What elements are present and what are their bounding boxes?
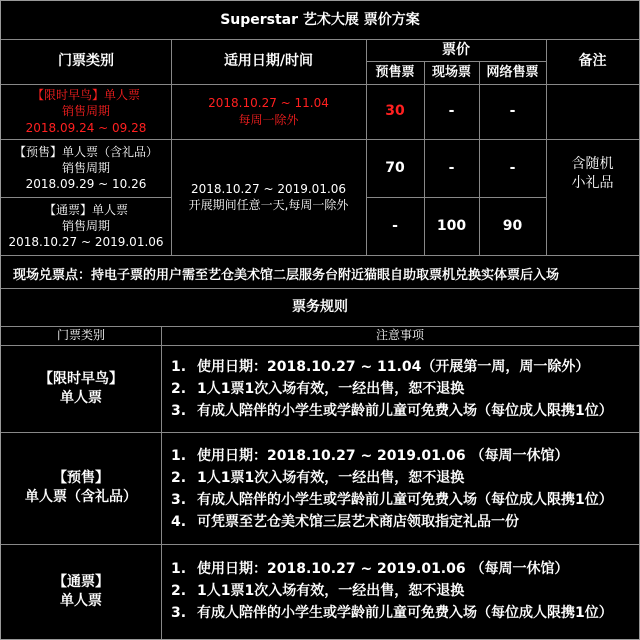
rule-pass-name: [1, 544, 161, 639]
row-presale-type: [1, 139, 171, 197]
header-price: 票价: [442, 41, 470, 58]
remark-line: 小礼品: [571, 175, 614, 191]
date-line: 2018.10.27 ~ 11.04: [208, 96, 329, 111]
date-line: 2018.10.27 ~ 2019.01.06: [190, 181, 347, 196]
rule-presale-name: [1, 432, 161, 544]
price-onsite: -: [448, 103, 455, 120]
rule-name-line: 单人票: [60, 592, 102, 609]
header-onsite: 现场票: [431, 64, 471, 80]
row-early-bird-type: [1, 84, 171, 139]
list-item: 2. 1人1票1次入场有效，一经出售，恕不退换: [171, 470, 465, 486]
header-remarks: 备注: [578, 53, 607, 70]
rules-header-type: 门票类别: [56, 328, 105, 343]
rule-early-bird-notes: [171, 356, 631, 422]
list-item: 3. 有成人陪伴的小学生或学龄前儿童可免费入场（每位成人限携1位）: [171, 605, 613, 621]
list-item: 4. 可凭票至艺仓美术馆三层艺术商店领取指定礼品一份: [171, 514, 519, 530]
price-online: 90: [502, 217, 523, 234]
row-pass-type: [1, 197, 171, 255]
price-onsite: -: [448, 159, 455, 176]
list-item: 2. 1人1票1次入场有效，一经出售，恕不退换: [171, 583, 465, 599]
price-online: -: [509, 103, 516, 120]
rule-presale-notes: [171, 445, 631, 533]
list-item: 3. 有成人陪伴的小学生或学龄前儿童可免费入场（每位成人限携1位）: [171, 492, 613, 508]
list-item: 1. 使用日期：2018.10.27 ~ 11.04（开展第一周，周一除外）: [171, 359, 590, 375]
page-title: Superstar 艺术大展 票价方案: [220, 11, 420, 28]
rule-name-line: 【预售】: [53, 470, 109, 487]
rule-name-line: 【通票】: [53, 573, 109, 590]
type-line: 【限时早鸟】单人票: [31, 88, 140, 103]
redeem-note: 现场兑票点：持电子票的用户需至艺仓美术馆二层服务台附近猫眼自助取票机兑换实体票后入场: [13, 268, 560, 283]
header-online: 网络售票: [486, 64, 539, 80]
list-item: 2. 1人1票1次入场有效，一经出售，恕不退换: [171, 381, 465, 397]
divider: [161, 326, 162, 639]
rule-pass-notes: [171, 558, 631, 624]
row-early-bird-date: [171, 84, 366, 139]
divider: [1, 255, 639, 256]
type-line: 2018.10.27 ~ 2019.01.06: [8, 235, 164, 250]
remark-line: 含随机: [571, 156, 614, 173]
type-line: 销售周期: [61, 160, 110, 175]
list-item: 3. 有成人陪伴的小学生或学龄前儿童可免费入场（每位成人限携1位）: [171, 403, 613, 419]
price-presale: 70: [385, 159, 405, 176]
remark-gift: [546, 139, 639, 209]
type-line: 【通票】单人票: [43, 202, 128, 217]
type-line: 销售周期: [61, 218, 110, 233]
type-line: 【预售】单人票（含礼品）: [13, 144, 158, 159]
date-line: 开展期间任意一天,每周一除外: [188, 198, 349, 212]
list-item: 1. 使用日期：2018.10.27 ~ 2019.01.06 （每周一休馆）: [171, 561, 569, 577]
header-presale: 预售票: [375, 64, 415, 80]
list-item: 1. 使用日期：2018.10.27 ~ 2019.01.06 （每周一休馆）: [171, 448, 569, 464]
price-onsite: 100: [436, 217, 467, 234]
rules-header-notes: 注意事项: [375, 328, 424, 343]
type-line: 2018.09.24 ~ 09.28: [25, 120, 147, 135]
date-line: 每周一除外: [238, 112, 299, 127]
price-presale: -: [392, 217, 398, 234]
rule-name-line: 单人票（含礼品）: [25, 489, 137, 505]
shared-date-cell: [171, 139, 366, 255]
price-presale: 30: [385, 103, 405, 120]
rule-early-bird-name: [1, 345, 161, 432]
rules-title: 票务规则: [292, 298, 348, 315]
rule-name-line: 【限时早鸟】: [39, 370, 123, 387]
type-line: 销售周期: [61, 104, 110, 119]
header-ticket-type: 门票类别: [58, 53, 114, 70]
type-line: 2018.09.29 ~ 10.26: [25, 177, 147, 192]
price-online: -: [509, 159, 516, 176]
header-date-time: 适用日期/时间: [223, 53, 314, 70]
rule-name-line: 单人票: [60, 389, 102, 406]
